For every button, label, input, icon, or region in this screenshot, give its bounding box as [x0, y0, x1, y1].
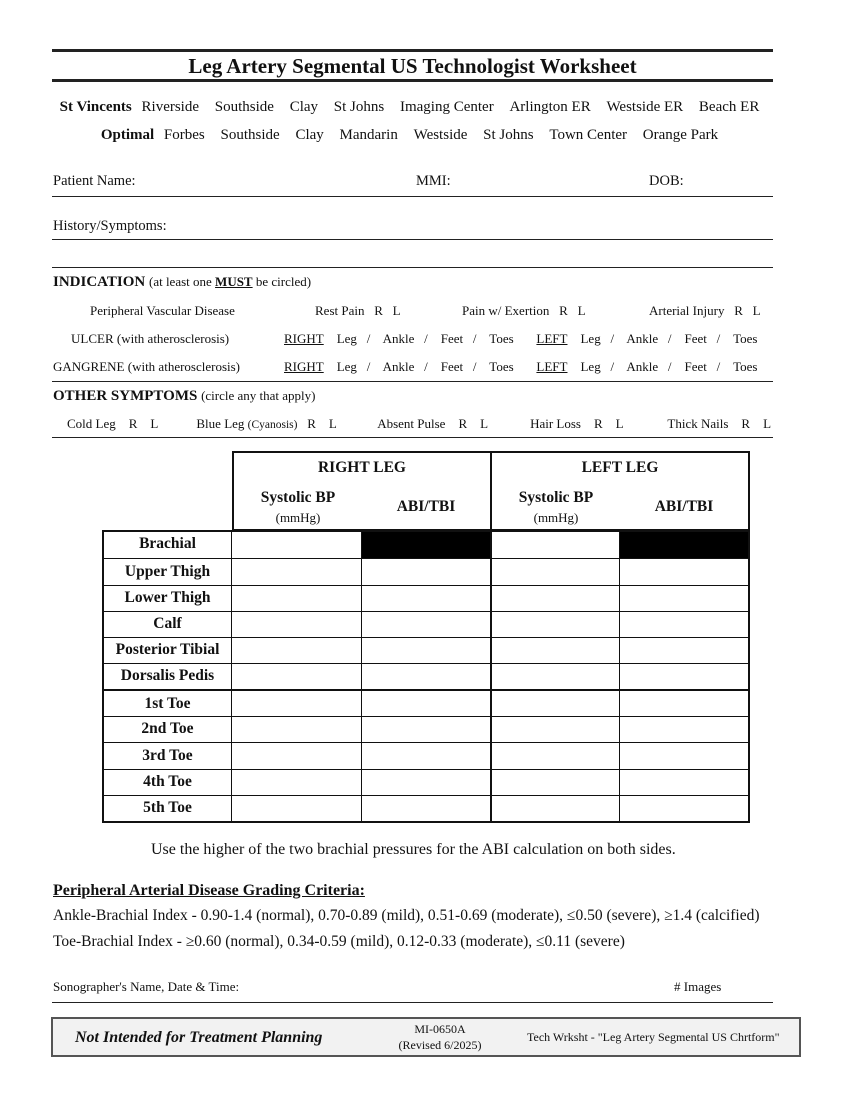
left-abi-cell[interactable] [620, 717, 748, 742]
left-systolic-cell[interactable] [492, 796, 620, 821]
facility-option[interactable]: St Johns [333, 99, 385, 115]
facility-group-1-name: St Vincents [59, 99, 132, 115]
site-option[interactable]: Toes [489, 359, 514, 374]
pain-exertion-option [462, 303, 586, 319]
criteria-heading: Peripheral Arterial Disease Grading Criteria: [53, 882, 365, 899]
pain-exertion-r[interactable]: R [559, 303, 568, 318]
gangrene-sites [284, 359, 757, 375]
right-systolic-cell[interactable] [232, 796, 362, 821]
row-label: 1st Toe [104, 691, 232, 716]
left-systolic-cell[interactable] [492, 770, 620, 795]
history-field-line-2[interactable] [52, 267, 773, 268]
row-label: Calf [104, 612, 232, 637]
ulcer-sites [284, 331, 757, 347]
right-systolic-cell[interactable] [232, 559, 362, 585]
left-leg-title: LEFT LEG [581, 459, 659, 476]
site-option[interactable]: Leg [336, 359, 357, 374]
gangrene-label: GANGRENE (with atherosclerosis) [53, 359, 241, 374]
sonographer-field-line[interactable] [52, 1002, 773, 1003]
facility-option[interactable]: Riverside [141, 99, 200, 115]
row-label: Dorsalis Pedis [104, 664, 232, 689]
indication-note: (at least one [148, 274, 216, 289]
right-systolic-cell[interactable] [232, 691, 362, 716]
slash: / [366, 331, 371, 346]
footer-box [51, 1017, 801, 1057]
thick-nails-r[interactable]: R [741, 416, 751, 431]
right-abi-cell [362, 532, 492, 558]
pain-exertion-label: Pain w/ Exertion [462, 303, 550, 318]
right-systolic-cell[interactable] [232, 717, 362, 742]
left-abi-cell[interactable] [620, 586, 748, 611]
patient-name-label: Patient Name: [53, 173, 136, 189]
table-row [104, 716, 748, 742]
indication-divider [52, 381, 773, 382]
right-leg-header [232, 451, 492, 531]
facility-option[interactable]: Mandarin [339, 127, 398, 143]
right-systolic-cell[interactable] [232, 612, 362, 637]
images-label: # Images [674, 979, 722, 994]
rest-pain-option [315, 303, 401, 319]
right-systolic-cell[interactable] [232, 743, 362, 769]
pressure-table [102, 530, 750, 823]
left-systolic-cell[interactable] [492, 559, 620, 585]
facility-option[interactable]: Forbes [163, 127, 205, 143]
right-systolic-cell[interactable] [232, 638, 362, 663]
rest-pain-label: Rest Pain [315, 303, 365, 318]
rest-pain-l[interactable]: L [392, 303, 401, 318]
brachial-note: Use the higher of the two brachial pressures for the ABI calculation on both sides. [151, 841, 676, 858]
right-systolic-cell[interactable] [232, 586, 362, 611]
table-row [104, 689, 748, 716]
site-option[interactable]: Feet [684, 331, 707, 346]
slash: / [667, 359, 672, 374]
table-row [104, 585, 748, 611]
site-option[interactable]: Ankle [382, 359, 415, 374]
right-leg-title: RIGHT LEG [317, 459, 406, 476]
left-abi-header: ABI/TBI [654, 498, 714, 515]
left-systolic-cell[interactable] [492, 532, 620, 558]
indication-must: MUST [215, 274, 253, 289]
facility-option[interactable]: Town Center [549, 127, 628, 143]
left-mmhg-header: (mmHg) [533, 510, 579, 525]
arterial-injury-r[interactable]: R [734, 303, 743, 318]
abi-criteria: Ankle-Brachial Index - 0.90-1.4 (normal), 0.70-0.89 (mild), 0.51-0.69 (moderate), ≤0.50 (severe), ≥1.4 (calcified) [53, 907, 760, 924]
table-row [104, 795, 748, 821]
absent-pulse-r[interactable]: R [458, 416, 468, 431]
facility-option[interactable]: Arlington ER [509, 99, 591, 115]
site-option[interactable]: Feet [440, 359, 464, 374]
left-abi-cell[interactable] [620, 664, 748, 689]
site-option[interactable]: Toes [489, 331, 514, 346]
left-abi-cell[interactable] [620, 612, 748, 637]
hair-loss-l[interactable]: L [615, 416, 624, 431]
right-abi-header: ABI/TBI [396, 498, 456, 515]
revision-date: (Revised 6/2025) [398, 1038, 482, 1052]
left-systolic-header: Systolic BP [518, 489, 594, 506]
site-option[interactable]: Feet [440, 331, 464, 346]
indication-heading-row [53, 274, 311, 291]
facility-group-2 [52, 127, 773, 144]
facility-option[interactable]: Imaging Center [399, 99, 494, 115]
left-abi-cell[interactable] [620, 770, 748, 795]
cyanosis-label: (Cyanosis) [247, 419, 298, 431]
left-systolic-cell[interactable] [492, 586, 620, 611]
site-option[interactable]: Toes [733, 359, 758, 374]
arterial-injury-label: Arterial Injury [649, 303, 725, 318]
row-label: 4th Toe [104, 770, 232, 795]
other-symptoms-divider [52, 437, 773, 438]
hair-loss-r[interactable]: R [594, 416, 603, 431]
arterial-injury-l[interactable]: L [752, 303, 761, 318]
gangrene-right: RIGHT [284, 359, 324, 374]
right-systolic-cell[interactable] [232, 770, 362, 795]
right-abi-cell[interactable] [362, 638, 492, 663]
left-systolic-cell[interactable] [492, 612, 620, 637]
site-option[interactable]: Toes [733, 331, 758, 346]
slash: / [610, 331, 615, 346]
facility-option[interactable]: Southside [214, 99, 274, 115]
row-label: Brachial [104, 532, 232, 558]
right-abi-cell[interactable] [362, 770, 492, 795]
left-systolic-cell[interactable] [492, 717, 620, 742]
facility-group-2-name: Optimal [100, 127, 155, 143]
other-symptoms-row [67, 416, 771, 432]
absent-pulse-l[interactable]: L [480, 416, 488, 431]
site-option[interactable]: Leg [580, 359, 601, 374]
table-row [104, 637, 748, 663]
ulcer-right: RIGHT [284, 331, 324, 346]
table-row [104, 558, 748, 585]
slash: / [424, 331, 428, 346]
form-reference: Tech Wrksht - "Leg Artery Segmental US Chrtform" [527, 1030, 780, 1044]
row-label: Posterior Tibial [104, 638, 232, 663]
facility-option[interactable]: Beach ER [698, 99, 760, 115]
ulcer-left: LEFT [536, 331, 568, 346]
dob-label: DOB: [649, 173, 684, 189]
other-symptoms-heading: OTHER SYMPTOMS [53, 388, 198, 404]
left-abi-cell[interactable] [620, 638, 748, 663]
site-option[interactable]: Leg [580, 331, 601, 346]
slash: / [472, 331, 477, 346]
left-abi-cell[interactable] [620, 743, 748, 769]
page-title: Leg Artery Segmental US Technologist Worksheet [188, 54, 637, 78]
history-field-line[interactable] [52, 239, 773, 240]
title-rule-bottom [52, 79, 773, 82]
mmi-label: MMI: [416, 173, 451, 189]
left-abi-cell[interactable] [620, 559, 748, 585]
left-abi-cell[interactable] [620, 796, 748, 821]
site-option[interactable]: Ankle [382, 331, 415, 346]
left-abi-cell[interactable] [620, 691, 748, 716]
facility-option[interactable]: Clay [295, 127, 324, 143]
patient-field-line[interactable] [52, 196, 773, 197]
left-systolic-cell[interactable] [492, 743, 620, 769]
blue-leg-l[interactable]: L [328, 416, 337, 431]
right-abi-cell[interactable] [362, 691, 492, 716]
facility-option[interactable]: Clay [289, 99, 319, 115]
right-abi-cell[interactable] [362, 717, 492, 742]
facility-option[interactable]: Southside [220, 127, 280, 143]
indication-note-end: be circled) [252, 274, 312, 289]
blue-leg-r[interactable]: R [307, 416, 316, 431]
row-label: 2nd Toe [104, 717, 232, 742]
history-label: History/Symptoms: [53, 218, 167, 234]
facility-group-1 [52, 99, 773, 116]
ulcer-label: ULCER (with atherosclerosis) [71, 331, 230, 346]
cold-leg-l[interactable]: L [150, 416, 158, 431]
gangrene-left: LEFT [536, 359, 568, 374]
site-option[interactable]: Ankle [626, 331, 659, 346]
pvd-option[interactable]: Peripheral Vascular Disease [90, 303, 235, 318]
table-row [104, 769, 748, 795]
thick-nails-label: Thick Nails [667, 416, 729, 431]
sonographer-label: Sonographer's Name, Date & Time: [53, 979, 240, 994]
arterial-injury-option [649, 303, 761, 319]
facility-option[interactable]: St Johns [483, 127, 534, 143]
slash: / [424, 359, 428, 374]
cold-leg-label: Cold Leg [67, 416, 116, 431]
right-abi-cell[interactable] [362, 796, 492, 821]
right-mmhg-header: (mmHg) [275, 510, 321, 525]
row-label: Lower Thigh [104, 586, 232, 611]
table-row [104, 742, 748, 769]
blue-leg-label: Blue Leg [196, 416, 245, 431]
row-label: Upper Thigh [104, 559, 232, 585]
slash: / [716, 359, 721, 374]
site-option[interactable]: Feet [684, 359, 707, 374]
rest-pain-r[interactable]: R [374, 303, 383, 318]
right-abi-cell[interactable] [362, 586, 492, 611]
right-abi-cell[interactable] [362, 664, 492, 689]
table-row [104, 532, 748, 558]
left-systolic-cell[interactable] [492, 691, 620, 716]
treatment-disclaimer: Not Intended for Treatment Planning [75, 1029, 323, 1046]
form-number: MI-0650A [414, 1022, 466, 1036]
left-systolic-cell[interactable] [492, 638, 620, 663]
pain-exertion-l[interactable]: L [577, 303, 586, 318]
left-abi-cell [620, 532, 748, 558]
right-systolic-cell[interactable] [232, 532, 362, 558]
other-symptoms-note: (circle any that apply) [201, 388, 316, 403]
table-row [104, 611, 748, 637]
title-rule-top [52, 49, 773, 52]
left-systolic-cell[interactable] [492, 664, 620, 689]
facility-option[interactable]: Orange Park [642, 127, 719, 143]
hair-loss-label: Hair Loss [530, 416, 581, 431]
right-abi-cell[interactable] [362, 612, 492, 637]
row-label: 3rd Toe [104, 743, 232, 769]
site-option[interactable]: Ankle [626, 359, 659, 374]
slash: / [667, 331, 672, 346]
tbi-criteria: Toe-Brachial Index - ≥0.60 (normal), 0.34-0.59 (mild), 0.12-0.33 (moderate), ≤0.11 (severe) [53, 933, 625, 950]
slash: / [610, 359, 615, 374]
right-systolic-header: Systolic BP [260, 489, 336, 506]
table-row [104, 663, 748, 689]
indication-heading: INDICATION [53, 274, 146, 290]
right-abi-cell[interactable] [362, 559, 492, 585]
facility-option[interactable]: Westside ER [606, 99, 684, 115]
cold-leg-r[interactable]: R [128, 416, 138, 431]
absent-pulse-label: Absent Pulse [377, 416, 446, 431]
slash: / [716, 331, 721, 346]
other-symptoms-heading-row [53, 388, 316, 405]
thick-nails-l[interactable]: L [763, 416, 772, 431]
facility-option[interactable]: Westside [413, 127, 468, 143]
right-systolic-cell[interactable] [232, 664, 362, 689]
slash: / [472, 359, 477, 374]
slash: / [366, 359, 371, 374]
right-abi-cell[interactable] [362, 743, 492, 769]
site-option[interactable]: Leg [336, 331, 357, 346]
row-label: 5th Toe [104, 796, 232, 821]
left-leg-header [490, 451, 750, 531]
